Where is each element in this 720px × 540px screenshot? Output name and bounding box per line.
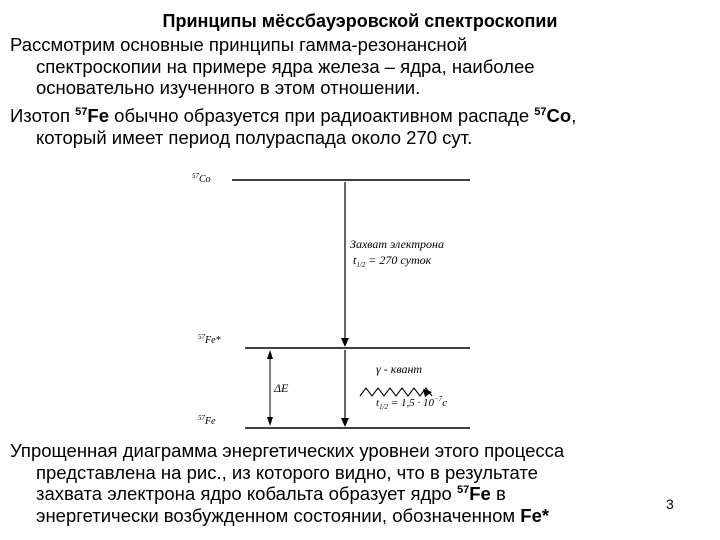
fe-ground-label: $^{57}$Fe [198,414,216,427]
page-number: 3 [666,496,674,512]
delta-e-arrowhead-down [267,417,273,426]
fe-mass: 57 [75,106,88,118]
slide-title: Принципы мёссбауэровской спектроскопии [162,11,558,31]
isotope-pre: Изотоп [10,105,76,126]
summary-line-3 [10,483,710,505]
isotope-paragraph [10,105,710,148]
summary-line-1: Упрощенная диаграмма энергетических уровнеи этого процесса [10,440,565,461]
co-mass: 57 [534,106,547,118]
summary-line4-pre: энергетически возбужденном состоянии, обозначенном [36,504,521,526]
isotope-end: , [571,105,577,126]
delta-e-arrowhead-up [267,350,273,359]
delta-e-label: ΔE [274,381,289,395]
intro-line-3: основательно изученного в этом отношении. [36,77,421,98]
co-symbol: Co [546,105,572,126]
gamma-wave [360,388,432,396]
capture-label: Захват электрона [350,237,444,251]
summary-fe-star: Fe* [520,504,550,526]
co-label: $^{57}$Co [192,172,211,185]
summary-fe-mass: 57 [456,484,470,496]
summary-line-4 [10,505,710,527]
summary-line3-pre: захвата электрона ядро кобальта образует ядро [36,483,457,504]
gamma-label: γ - квант [376,362,423,376]
summary-fe-symbol: Fe [469,483,491,504]
capture-arrowhead [341,338,349,347]
isotope-line-2: который имеет период полураспада около 270 сут. [36,126,473,148]
isotope-mid: обычно образуется при радиоактивном распаде [109,105,535,126]
intro-paragraph [10,34,710,99]
isotope-line-1 [10,105,710,127]
capture-half-life: $t_{1/2} = 270$ суток [353,253,432,269]
intro-line-1: Рассмотрим основные принципы гамма-резонансной [10,34,468,55]
gamma-arrowhead [341,418,349,427]
summary-line-2: представлена на рис., из которого видно, что в результате [36,461,538,483]
summary-paragraph [10,440,710,526]
energy-level-diagram [190,160,480,435]
summary-line3-end: в [490,483,506,504]
intro-line-2: спектроскопии на примере ядра железа – ядра, наиболее [36,55,535,77]
fe-symbol: Fe [87,105,110,126]
fe-excited-label: $^{57}$Fe* [198,333,221,346]
gamma-half-life: $t_{1/2} = 1,5 \cdot 10^{-7}c$ [376,395,448,411]
